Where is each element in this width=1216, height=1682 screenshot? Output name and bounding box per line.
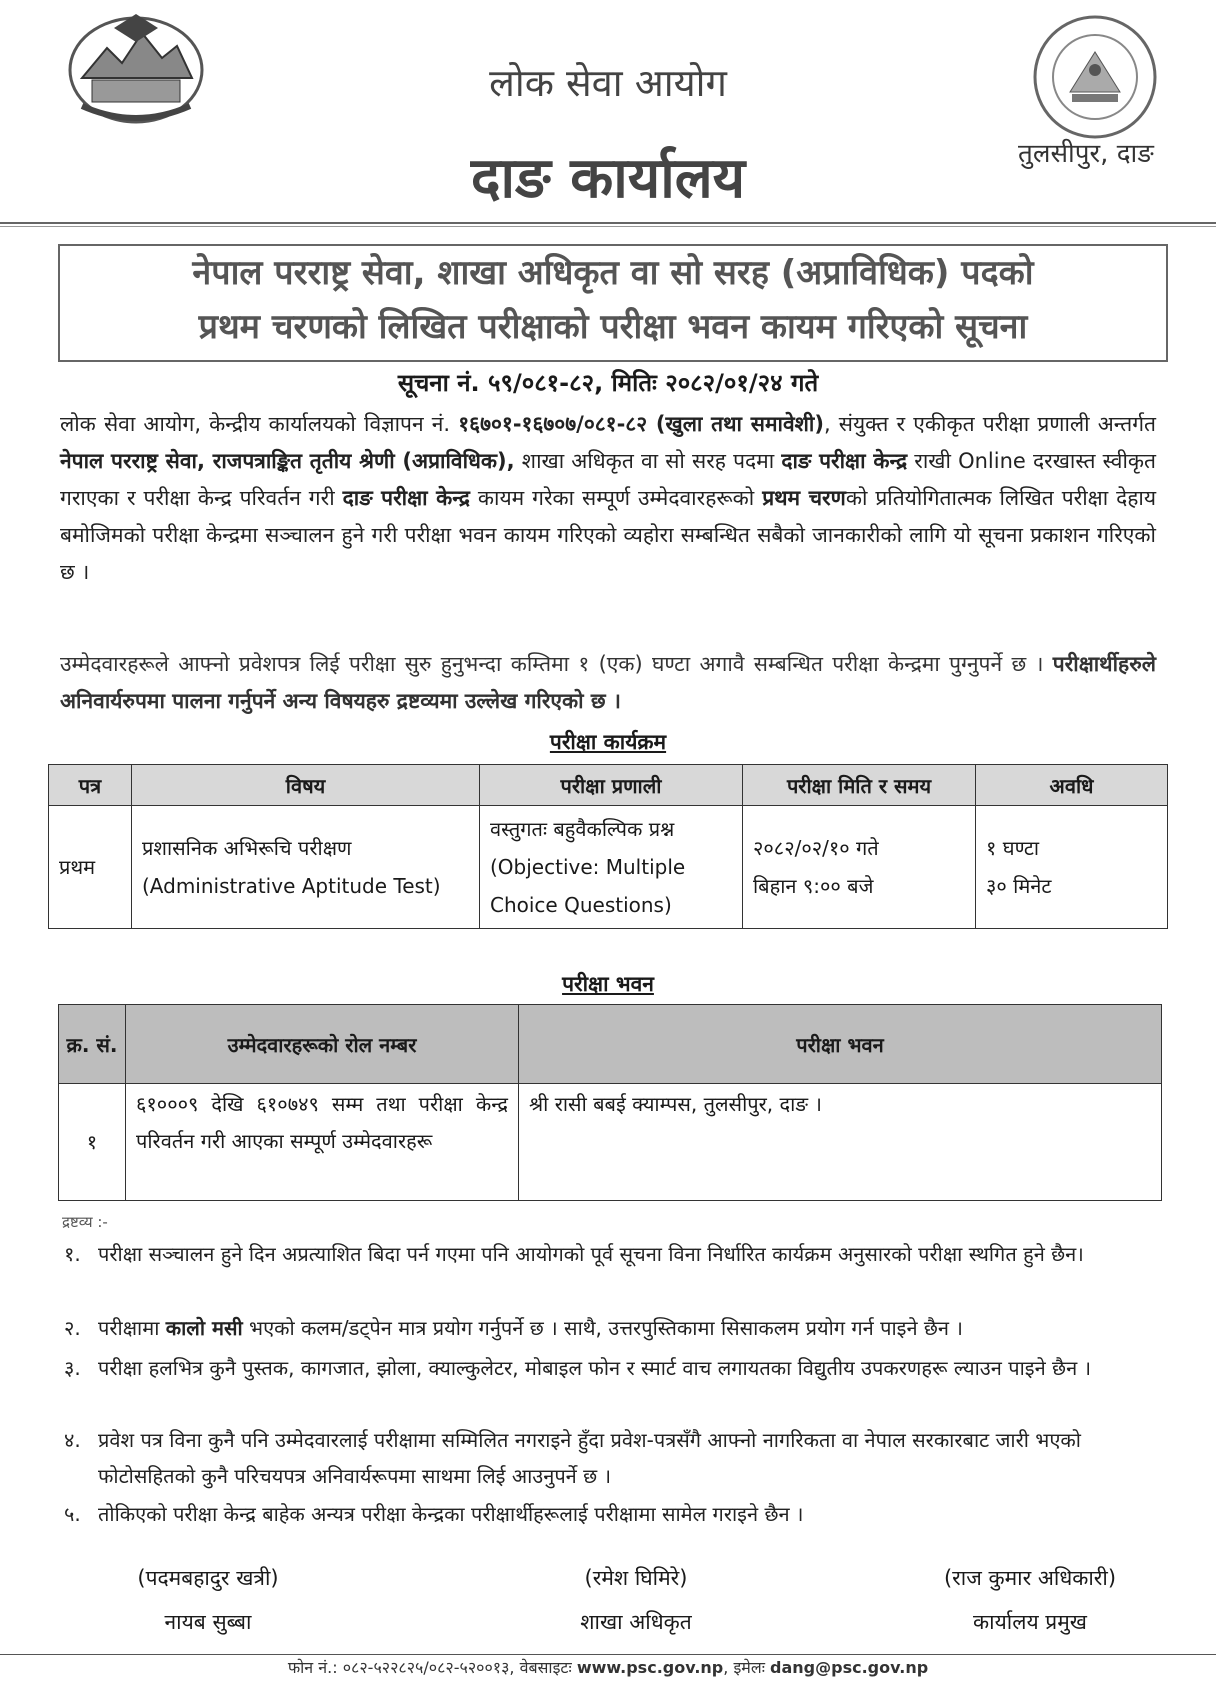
duration-hours: १ घण्टा — [986, 836, 1040, 860]
notice-title-line2: प्रथम चरणको लिखित परीक्षाको परीक्षा भवन कायम गरिएको सूचना — [198, 307, 1028, 347]
p1-service: नेपाल परराष्ट्र सेवा, राजपत्राङ्कित तृतीय श्रेणी (अप्राविधिक), — [60, 449, 515, 473]
note-item — [64, 1422, 1164, 1494]
footer-email-label: , इमेलः — [723, 1658, 771, 1677]
paragraph-instruction — [60, 646, 1156, 720]
notice-title-box — [58, 244, 1168, 362]
note-item — [64, 1496, 1164, 1532]
schedule-header-row — [49, 765, 1168, 806]
p1-text: राखी Online दरखास्त स्वीकृत गराएका र परीक्षा केन्द्र परिवर्तन गरी — [60, 449, 1157, 510]
note-text: परीक्षा सञ्चालन हुने दिन अप्रत्याशित बिदा पर्न गएमा पनि आयोगको पूर्व सूचना विना निर्धारित कार्यक्रम अनुसारको परीक्षा स्थगित हुने छैन। — [98, 1242, 1084, 1266]
subject-np: प्रशासनिक अभिरूचि परीक्षण — [142, 836, 352, 860]
note-text — [98, 1310, 1158, 1346]
col-subject: विषय — [132, 765, 480, 806]
p2-text: उम्मेदवारहरूले आफ्नो प्रवेशपत्र लिई परीक्षा सुरु हुनुभन्दा कम्तिमा १ (एक) घण्टा अगावै सम्बन्धित परीक्षा केन्द्रमा पुग्नुपर्ने छ । — [60, 652, 1053, 676]
system-en1: (Objective: Multiple — [490, 855, 686, 879]
note-text: परीक्षा हलभित्र कुनै पुस्तक, कागजात, झोला, क्याल्कुलेटर, मोबाइल फोन र स्मार्ट वाच लगायतका विद्युतीय उपकरणहरू ल्याउन पाइने छैन । — [98, 1356, 1092, 1380]
note-num: ३. — [64, 1356, 81, 1380]
system-en2: Choice Questions) — [490, 893, 672, 917]
footer-contact — [0, 1656, 1216, 1678]
footer-phone: फोन नं.: ०८२-५२२८२५/०८२-५२००१३, वेबसाइटः — [287, 1658, 577, 1677]
notice-number: सूचना नं. ५९/०८१-८२, मितिः २०८२/०१/२४ गते — [397, 369, 819, 397]
signature-block — [486, 1556, 786, 1644]
signature-block — [880, 1556, 1180, 1644]
p1-center: दाङ परीक्षा केन्द्र — [781, 449, 908, 473]
exam-time: बिहान ९:०० बजे — [753, 874, 874, 898]
table-row — [49, 806, 1168, 929]
system-np: वस्तुगतः बहुवैकल्पिक प्रश्न — [490, 817, 675, 841]
note-num: ५. — [64, 1502, 81, 1526]
venue-header-row — [59, 1005, 1162, 1084]
p1-text: लोक सेवा आयोग, केन्द्रीय कार्यालयको विज्ञापन नं. — [60, 412, 459, 436]
note-item — [64, 1350, 1164, 1386]
cell-roll: ६१०००९ देखि ६१०७४९ सम्म तथा परीक्षा केन्द्र परिवर्तन गरी आएका सम्पूर्ण उम्मेदवारहरू — [126, 1084, 519, 1201]
subject-en: (Administrative Aptitude Test) — [142, 874, 441, 898]
col-duration: अवधि — [976, 765, 1168, 806]
signatory-title: नायब सुब्बा — [164, 1610, 252, 1634]
note-text-post: भएको कलम/डट्पेन मात्र प्रयोग गर्नुपर्ने छ । साथै, उत्तरपुस्तिकामा सिसाकलम प्रयोग गर्न पाइने छैन । — [242, 1316, 963, 1340]
cell-sn: १ — [59, 1084, 126, 1201]
cell-system — [480, 806, 743, 929]
note-text-pre: परीक्षामा — [98, 1316, 166, 1340]
p1-phase: प्रथम चरण — [762, 486, 846, 510]
signatory-name: (पदमबहादुर खत्री) — [137, 1566, 279, 1590]
header-divider — [0, 222, 1216, 227]
cell-paper: प्रथम — [49, 806, 132, 929]
office-name: दाङ कार्यालय — [470, 146, 746, 211]
col-date: परीक्षा मिति र समय — [743, 765, 976, 806]
footer-website-link[interactable]: www.psc.gov.np — [576, 1658, 724, 1677]
col-roll: उम्मेदवारहरूको रोल नम्बर — [126, 1005, 519, 1084]
note-text: प्रवेश पत्र विना कुनै पनि उम्मेदवारलाई परीक्षामा सम्मिलित नगराइने हुँदा प्रवेश-पत्रसँगै आफ्नो नागरिकता वा नेपाल सरकारबाट जारी भएको फोटोसहितको कुनै परिचयपत्र अनिवार्यरूपमा साथमा लिई आउनुपर्ने छ । — [98, 1428, 1081, 1488]
note-num: १. — [64, 1242, 81, 1266]
col-system: परीक्षा प्रणाली — [480, 765, 743, 806]
paragraph-main — [60, 406, 1156, 591]
venue-table — [58, 1004, 1162, 1201]
note-num: ४. — [64, 1428, 81, 1452]
cell-date — [743, 806, 976, 929]
signatory-name: (रमेश घिमिरे) — [584, 1566, 688, 1590]
schedule-table — [48, 764, 1168, 929]
p1-adv-no: १६७०१-१६७०७/०८१-८२ (खुला तथा समावेशी) — [458, 412, 824, 436]
note-text-bold: कालो मसी — [165, 1316, 243, 1340]
col-paper: पत्र — [49, 765, 132, 806]
col-building: परीक्षा भवन — [519, 1005, 1162, 1084]
cell-subject — [132, 806, 480, 929]
footer-divider — [0, 1654, 1216, 1655]
p1-center: दाङ परीक्षा केन्द्र — [342, 486, 470, 510]
signatory-name: (राज कुमार अधिकारी) — [943, 1566, 1117, 1590]
org-name: लोक सेवा आयोग — [489, 61, 727, 105]
note-item — [64, 1236, 1164, 1272]
p1-text: कायम गरेका सम्पूर्ण उम्मेदवारहरूको — [469, 486, 763, 510]
p2-bold: परीक्षार्थीहरुले अनिवार्यरुपमा पालना गर्नुपर्ने अन्य विषयहरु द्रष्टव्यमा उल्लेख गरिएको छ । — [60, 652, 1156, 713]
exam-date: २०८२/०२/१० गते — [753, 836, 879, 860]
col-sn: क्र. सं. — [59, 1005, 126, 1084]
table-row — [59, 1084, 1162, 1201]
signature-block — [58, 1556, 358, 1644]
notice-title-line1: नेपाल परराष्ट्र सेवा, शाखा अधिकृत वा सो सरह (अप्राविधिक) पदको — [192, 253, 1034, 293]
footer-email-link[interactable]: dang@psc.gov.np — [770, 1658, 929, 1677]
office-location: तुलसीपुर, दाङ — [1018, 139, 1154, 169]
note-item — [64, 1310, 1164, 1346]
notes-heading: द्रष्टव्य :- — [62, 1213, 108, 1231]
signatory-title: शाखा अधिकृत — [580, 1610, 692, 1634]
duration-minutes: ३० मिनेट — [986, 874, 1052, 898]
cell-building: श्री रासी बबई क्याम्पस, तुलसीपुर, दाङ । — [519, 1084, 1162, 1201]
schedule-title: परीक्षा कार्यक्रम — [549, 730, 667, 754]
p1-text: , संयुक्त र एकीकृत परीक्षा प्रणाली अन्तर्गत — [823, 412, 1156, 436]
venue-title: परीक्षा भवन — [562, 972, 654, 996]
cell-duration — [976, 806, 1168, 929]
p1-text: को प्रतियोगितात्मक लिखित परीक्षा देहाय बमोजिमको परीक्षा केन्द्रमा सञ्चालन हुने गरी परीक्षा भवन कायम गरिएको व्यहोरा सम्बन्धित सबैको जानकारीको लागि यो सूचना प्रकाशन गरिएको छ । — [60, 486, 1157, 584]
p1-text: शाखा अधिकृत वा सो सरह पदमा — [514, 449, 782, 473]
note-text: तोकिएको परीक्षा केन्द्र बाहेक अन्यत्र परीक्षा केन्द्रका परीक्षार्थीहरूलाई परीक्षामा सामेल गराइने छैन । — [98, 1502, 804, 1526]
signatory-title: कार्यालय प्रमुख — [973, 1610, 1087, 1634]
note-num: २. — [64, 1316, 81, 1340]
